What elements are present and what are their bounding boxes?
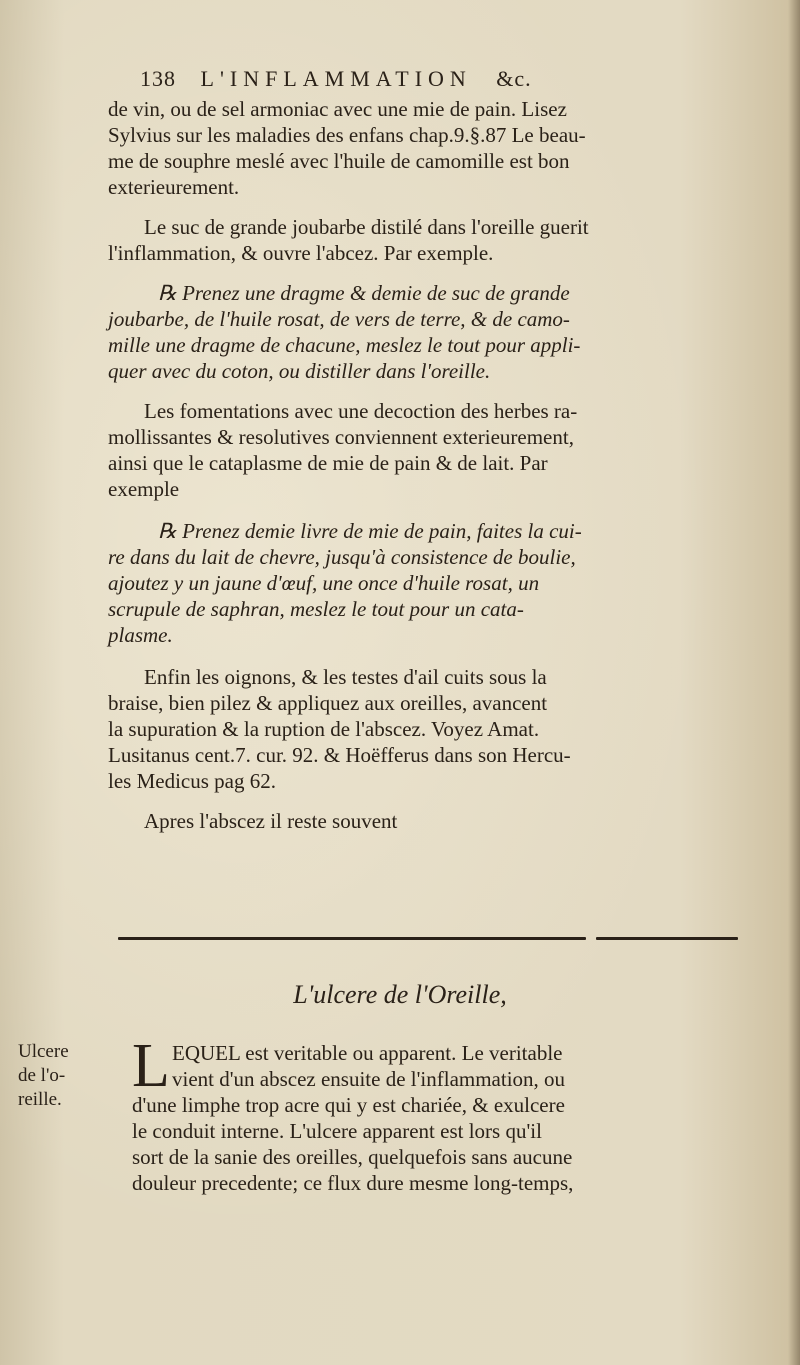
margin-note [18,1040,98,1112]
text-line: mille une dragme de chacune, meslez le tout pour appli- [108,333,581,357]
text-line: mollissantes & resolutives conviennent exterieurement, [108,425,574,449]
text-line: Lusitanus cent.7. cur. 92. & Hoëfferus dans son Hercu- [108,743,571,767]
text-line: me de souphre meslé avec l'huile de camomille est bon [108,149,570,173]
text-line: re dans du lait de chevre, jusqu'à consistence de boulie, [108,545,576,569]
header-suffix: &c. [496,66,532,91]
text-line: scrupule de saphran, meslez le tout pour un cata- [108,597,524,621]
section-divider [118,937,586,940]
text-line: Apres l'abscez il reste souvent [144,809,398,833]
page-edge-shadow [788,0,800,1365]
text-line: l'inflammation, & ouvre l'abcez. Par exemple. [108,241,494,265]
text-line: sort de la sanie des oreilles, quelquefois sans aucune [132,1145,573,1169]
text-line: ℞ Prenez une dragme & demie de suc de grande [158,281,570,305]
header-title: L'INFLAMMATION [200,66,472,91]
margin-note-line: Ulcere [18,1041,69,1062]
section-divider [596,937,738,940]
text-line: la supuration & la ruption de l'abscez. Voyez Amat. [108,717,540,741]
text-line: exemple [108,477,180,501]
text-line: exterieurement. [108,175,240,199]
text-line: plasme. [108,623,173,647]
margin-note-line: reille. [18,1089,62,1110]
drop-cap: L [132,1032,170,1100]
margin-note-line: de l'o- [18,1065,66,1086]
text-line: Enfin les oignons, & les testes d'ail cuits sous la [144,665,547,689]
text-line: quer avec du coton, ou distiller dans l'oreille. [108,359,491,383]
text-line: le conduit interne. L'ulcere apparent est lors qu'il [132,1119,542,1143]
text-line: les Medicus pag 62. [108,769,276,793]
section-title: L'ulcere de l'Oreille, [293,980,507,1009]
text-line: Le suc de grande joubarbe distilé dans l'oreille guerit [144,215,589,239]
running-header [140,66,700,92]
text-line: vient d'un abscez ensuite de l'inflammation, ou [172,1067,566,1091]
text-line: douleur precedente; ce flux dure mesme long-temps, [132,1171,574,1195]
text-line: de vin, ou de sel armoniac avec une mie de pain. Lisez [108,97,567,121]
text-line: Les fomentations avec une decoction des herbes ra- [144,399,578,423]
text-line: ainsi que le cataplasme de mie de pain & de lait. Par [108,451,548,475]
page-number: 138 [140,66,176,91]
text-line: ajoutez y un jaune d'œuf, une once d'huile rosat, un [108,571,540,595]
text-line: Sylvius sur les maladies des enfans chap.9.§.87 Le beau- [108,123,586,147]
section-body [132,1040,772,1196]
text-line: d'une limphe trop acre qui y est chariée, & exulcere [132,1093,565,1117]
text-line: braise, bien pilez & appliquez aux oreilles, avancent [108,691,548,715]
text-line: joubarbe, de l'huile rosat, de vers de terre, & de camo- [108,307,570,331]
text-line: ℞ Prenez demie livre de mie de pain, faites la cui- [158,519,582,543]
text-line: EQUEL est veritable ou apparent. Le veritable [172,1041,563,1065]
